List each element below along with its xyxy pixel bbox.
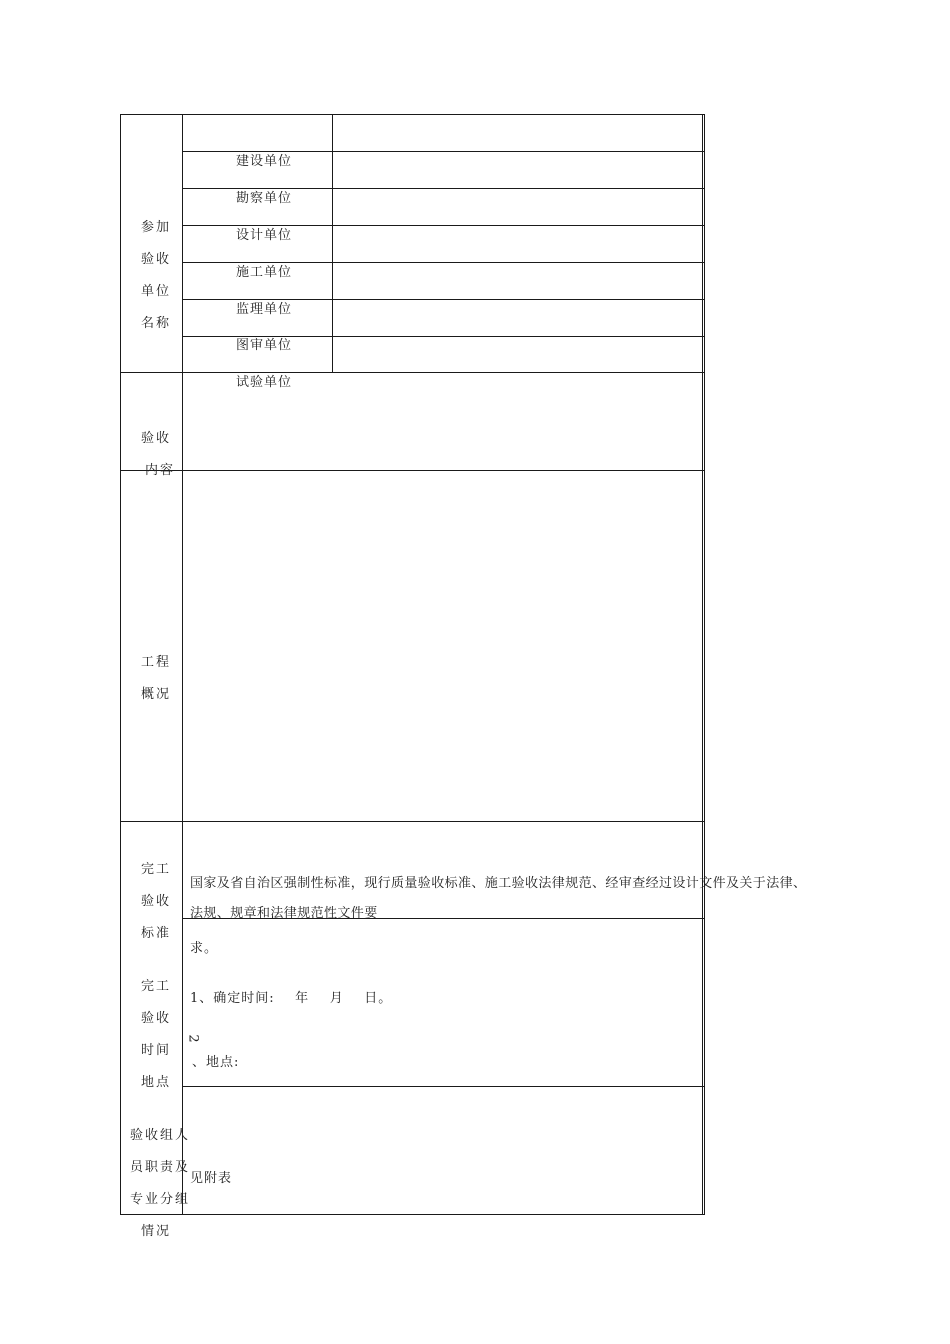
rule — [120, 372, 704, 373]
rule — [332, 114, 333, 372]
completion-place-label: 、地点: — [192, 1055, 240, 1070]
rule — [120, 470, 704, 471]
unit-label-survey: 勘察单位 — [236, 191, 293, 206]
heading-line: 单位 — [141, 284, 172, 299]
rule — [120, 1214, 704, 1215]
heading-line: 概况 — [141, 687, 172, 702]
heading-line: 验收 — [141, 894, 172, 909]
heading-line: 验收 — [141, 1011, 172, 1026]
unit-label-supervisor: 监理单位 — [236, 302, 293, 317]
unit-label-construction: 建设单位 — [236, 154, 293, 169]
rule — [182, 262, 704, 263]
heading-line: 验收 — [141, 431, 172, 446]
heading-line: 验收组人 — [130, 1128, 191, 1143]
heading-line: 时间 — [141, 1043, 172, 1058]
heading-line: 内容 — [145, 463, 176, 478]
heading-line: 参加 — [141, 220, 172, 235]
completion-time-item: 1、确定时间: 年 月 日。 — [190, 991, 393, 1006]
rule — [182, 299, 704, 300]
heading-line: 地点 — [141, 1075, 172, 1090]
completion-standard-text-2: 法规、规章和法律规范性文件要 — [190, 906, 378, 921]
unit-label-drawing-review: 图审单位 — [236, 338, 293, 353]
completion-place-number: 2 — [185, 1034, 201, 1044]
rule — [702, 114, 703, 1215]
rule — [182, 225, 704, 226]
unit-label-testing: 试验单位 — [236, 375, 293, 390]
heading-line: 完工 — [141, 979, 172, 994]
rule — [120, 114, 121, 1215]
rule — [704, 114, 705, 1215]
heading-line: 工程 — [141, 655, 172, 670]
heading-line: 情况 — [141, 1224, 172, 1239]
heading-line: 完工 — [141, 862, 172, 877]
completion-standard-text-3: 求。 — [190, 941, 219, 956]
heading-line: 名称 — [141, 316, 172, 331]
completion-standard-text-1: 国家及省自治区强制性标准，现行质量验收标准、施工验收法律规范、经审查经过设计文件及关于法律、 — [190, 876, 807, 891]
rule — [120, 114, 704, 115]
rule — [182, 188, 704, 189]
heading-line: 验收 — [141, 252, 172, 267]
rule — [182, 151, 704, 152]
rule — [120, 821, 704, 822]
heading-line: 员职责及 — [130, 1160, 191, 1175]
rule — [182, 336, 704, 337]
heading-line: 专业分组 — [130, 1192, 191, 1207]
team-members-value: 见附表 — [190, 1171, 233, 1186]
rule — [182, 1086, 704, 1087]
unit-label-design: 设计单位 — [236, 228, 293, 243]
unit-label-contractor: 施工单位 — [236, 265, 293, 280]
rule — [182, 114, 183, 1215]
heading-line: 标准 — [141, 926, 172, 941]
